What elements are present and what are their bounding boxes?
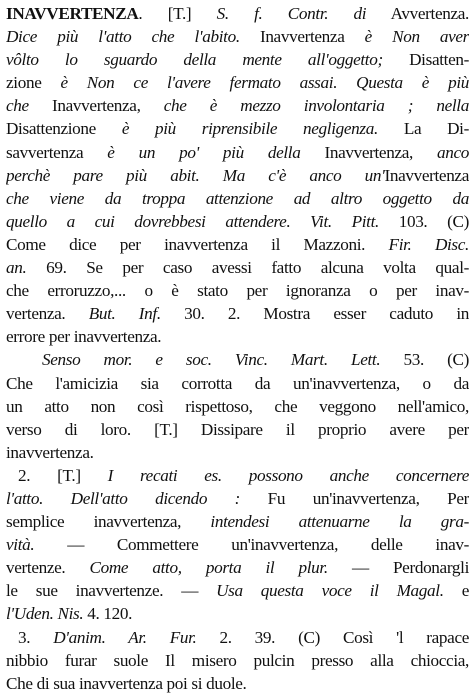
entry-text: 2. [T.] (18, 465, 108, 485)
entry-text: l'atto. Dell'atto dicendo : (6, 488, 241, 508)
entry-line (6, 325, 469, 348)
entry-text: verso di loro. [T.] Dissipare il proprio avere per (6, 419, 469, 439)
entry-line (6, 464, 469, 487)
entry-line (6, 302, 469, 325)
entry-text: è Non aver (364, 27, 469, 47)
entry-text: Che di sua inavvertenza poi si duole. (6, 673, 247, 693)
entry-text: 4. 120. (83, 604, 133, 624)
entry-text: Fu un'inavvertenza, Per (240, 488, 469, 508)
entry-text: vità. (6, 535, 35, 555)
entry-line (6, 626, 469, 649)
entry-text: semplice inavvertenza, (6, 512, 211, 532)
entry-line (6, 395, 469, 418)
entry-text: che è mezzo involontaria ; nella (163, 96, 469, 116)
entry-text: Disattenzione (6, 119, 122, 139)
headword: INAVVERTENZA (6, 4, 139, 23)
entry-text: Come dice per inavvertenza il Mazzoni. (6, 234, 389, 254)
entry-text: inavvertenza. (6, 442, 94, 462)
entry-text: Inavvertenza (239, 27, 365, 47)
entry-line (6, 348, 469, 371)
entry-line (6, 117, 469, 140)
entry-text: . [T.] (138, 4, 217, 23)
entry-text: perchè pare più abit. Ma c'è anco un' (6, 165, 385, 185)
entry-line (6, 141, 469, 164)
entry-text: Avvertenza. (366, 4, 469, 23)
entry-text: S. f. Contr. di (216, 4, 367, 23)
entry-text: 30. 2. Mostra esser caduto in (160, 304, 469, 324)
entry-text: — Perdonargli (327, 558, 469, 578)
entry-text: che viene da troppa attenzione ad altro oggetto da (6, 188, 469, 208)
entry-line (6, 649, 469, 672)
entry-text: Fir. Disc. (388, 234, 469, 254)
entry-line (6, 672, 469, 695)
entry-line (6, 71, 469, 94)
entry-line (6, 579, 469, 602)
entry-line (6, 187, 469, 210)
entry-text: savvertenza (6, 142, 108, 162)
entry-text: zione (6, 73, 61, 93)
entry-text: 53. (C) (380, 350, 469, 370)
entry-text: che (6, 96, 29, 116)
entry-text: — Commettere un'inavvertenza, delle inav- (34, 535, 469, 555)
entry-text: 3. (18, 627, 54, 647)
entry-text: errore per inavvertenza. (6, 327, 162, 347)
entry-line (6, 372, 469, 395)
entry-text: Come atto, porta il plur. (89, 558, 328, 578)
entry-text: e (443, 581, 469, 601)
entry-text: La Di- (377, 119, 469, 139)
entry-text: Inavvertenza (384, 165, 469, 185)
entry-text: vertenza. (6, 304, 89, 324)
entry-text: intendesi attenuarne la gra- (210, 512, 469, 532)
entry-line (6, 48, 469, 71)
entry-text: vôlto lo sguardo della mente all'oggetto; (6, 50, 383, 70)
entry-line (6, 418, 469, 441)
entry-text: 2. 39. (C) Così 'l rapace (196, 627, 469, 647)
entry-text: But. Inf. (88, 304, 161, 324)
entry-text: quello a cui dovrebbesi attendere. Vit. Pitt. (6, 211, 379, 231)
entry-text: an. (6, 258, 27, 278)
entry-line (6, 256, 469, 279)
entry-text: Senso mor. e soc. Vinc. Mart. Lett. (42, 350, 381, 370)
entry-text: l'Uden. Nis. (6, 604, 84, 624)
entry-text: Inavvertenza, (28, 96, 164, 116)
entry-line (6, 233, 469, 256)
entry-text: 69. Se per caso avessi fatto alcuna volta qual- (26, 258, 469, 278)
entry-text: che erroruzzo,... o è stato per ignoranza o per inav- (6, 281, 469, 301)
entry-line (6, 279, 469, 302)
entry-text: è Non ce l'avere fermato assai. Questa è più (60, 73, 469, 93)
entry-line (6, 25, 469, 48)
entry-text: Usa questa voce il Magal. (216, 581, 444, 601)
entry-text: un atto non così rispettoso, che veggono nell'amico, (6, 396, 469, 416)
entry-text: 103. (C) (378, 211, 469, 231)
entry-line (6, 556, 469, 579)
entry-text: vertenze. (6, 558, 90, 578)
entry-line (6, 602, 469, 625)
entry-line (6, 533, 469, 556)
entry-line (6, 510, 469, 533)
entry-text: Dice più l'atto che l'abito. (6, 27, 240, 47)
entry-text: Inavvertenza, (300, 142, 437, 162)
entry-text: nibbio furar suole Il misero pulcin presso alla chioccia, (6, 650, 469, 670)
entry-line (6, 164, 469, 187)
entry-text: I recati es. possono anche concernere (107, 465, 469, 485)
entry-text: D'anim. Ar. Fur. (53, 627, 197, 647)
entry-text: le sue inavvertenze. — (6, 581, 217, 601)
entry-text: Che l'amicizia sia corrotta da un'inavvertenza, o da (6, 373, 469, 393)
entry-line (6, 2, 469, 25)
entry-text: è più riprensibile negligenza. (121, 119, 378, 139)
entry-text: è un po' più della (107, 142, 301, 162)
entry-line (6, 441, 469, 464)
entry-line (6, 210, 469, 233)
entry-text: Disatten- (382, 50, 469, 70)
entry-line (6, 94, 469, 117)
entry-text: anco (436, 142, 469, 162)
entry-line (6, 487, 469, 510)
